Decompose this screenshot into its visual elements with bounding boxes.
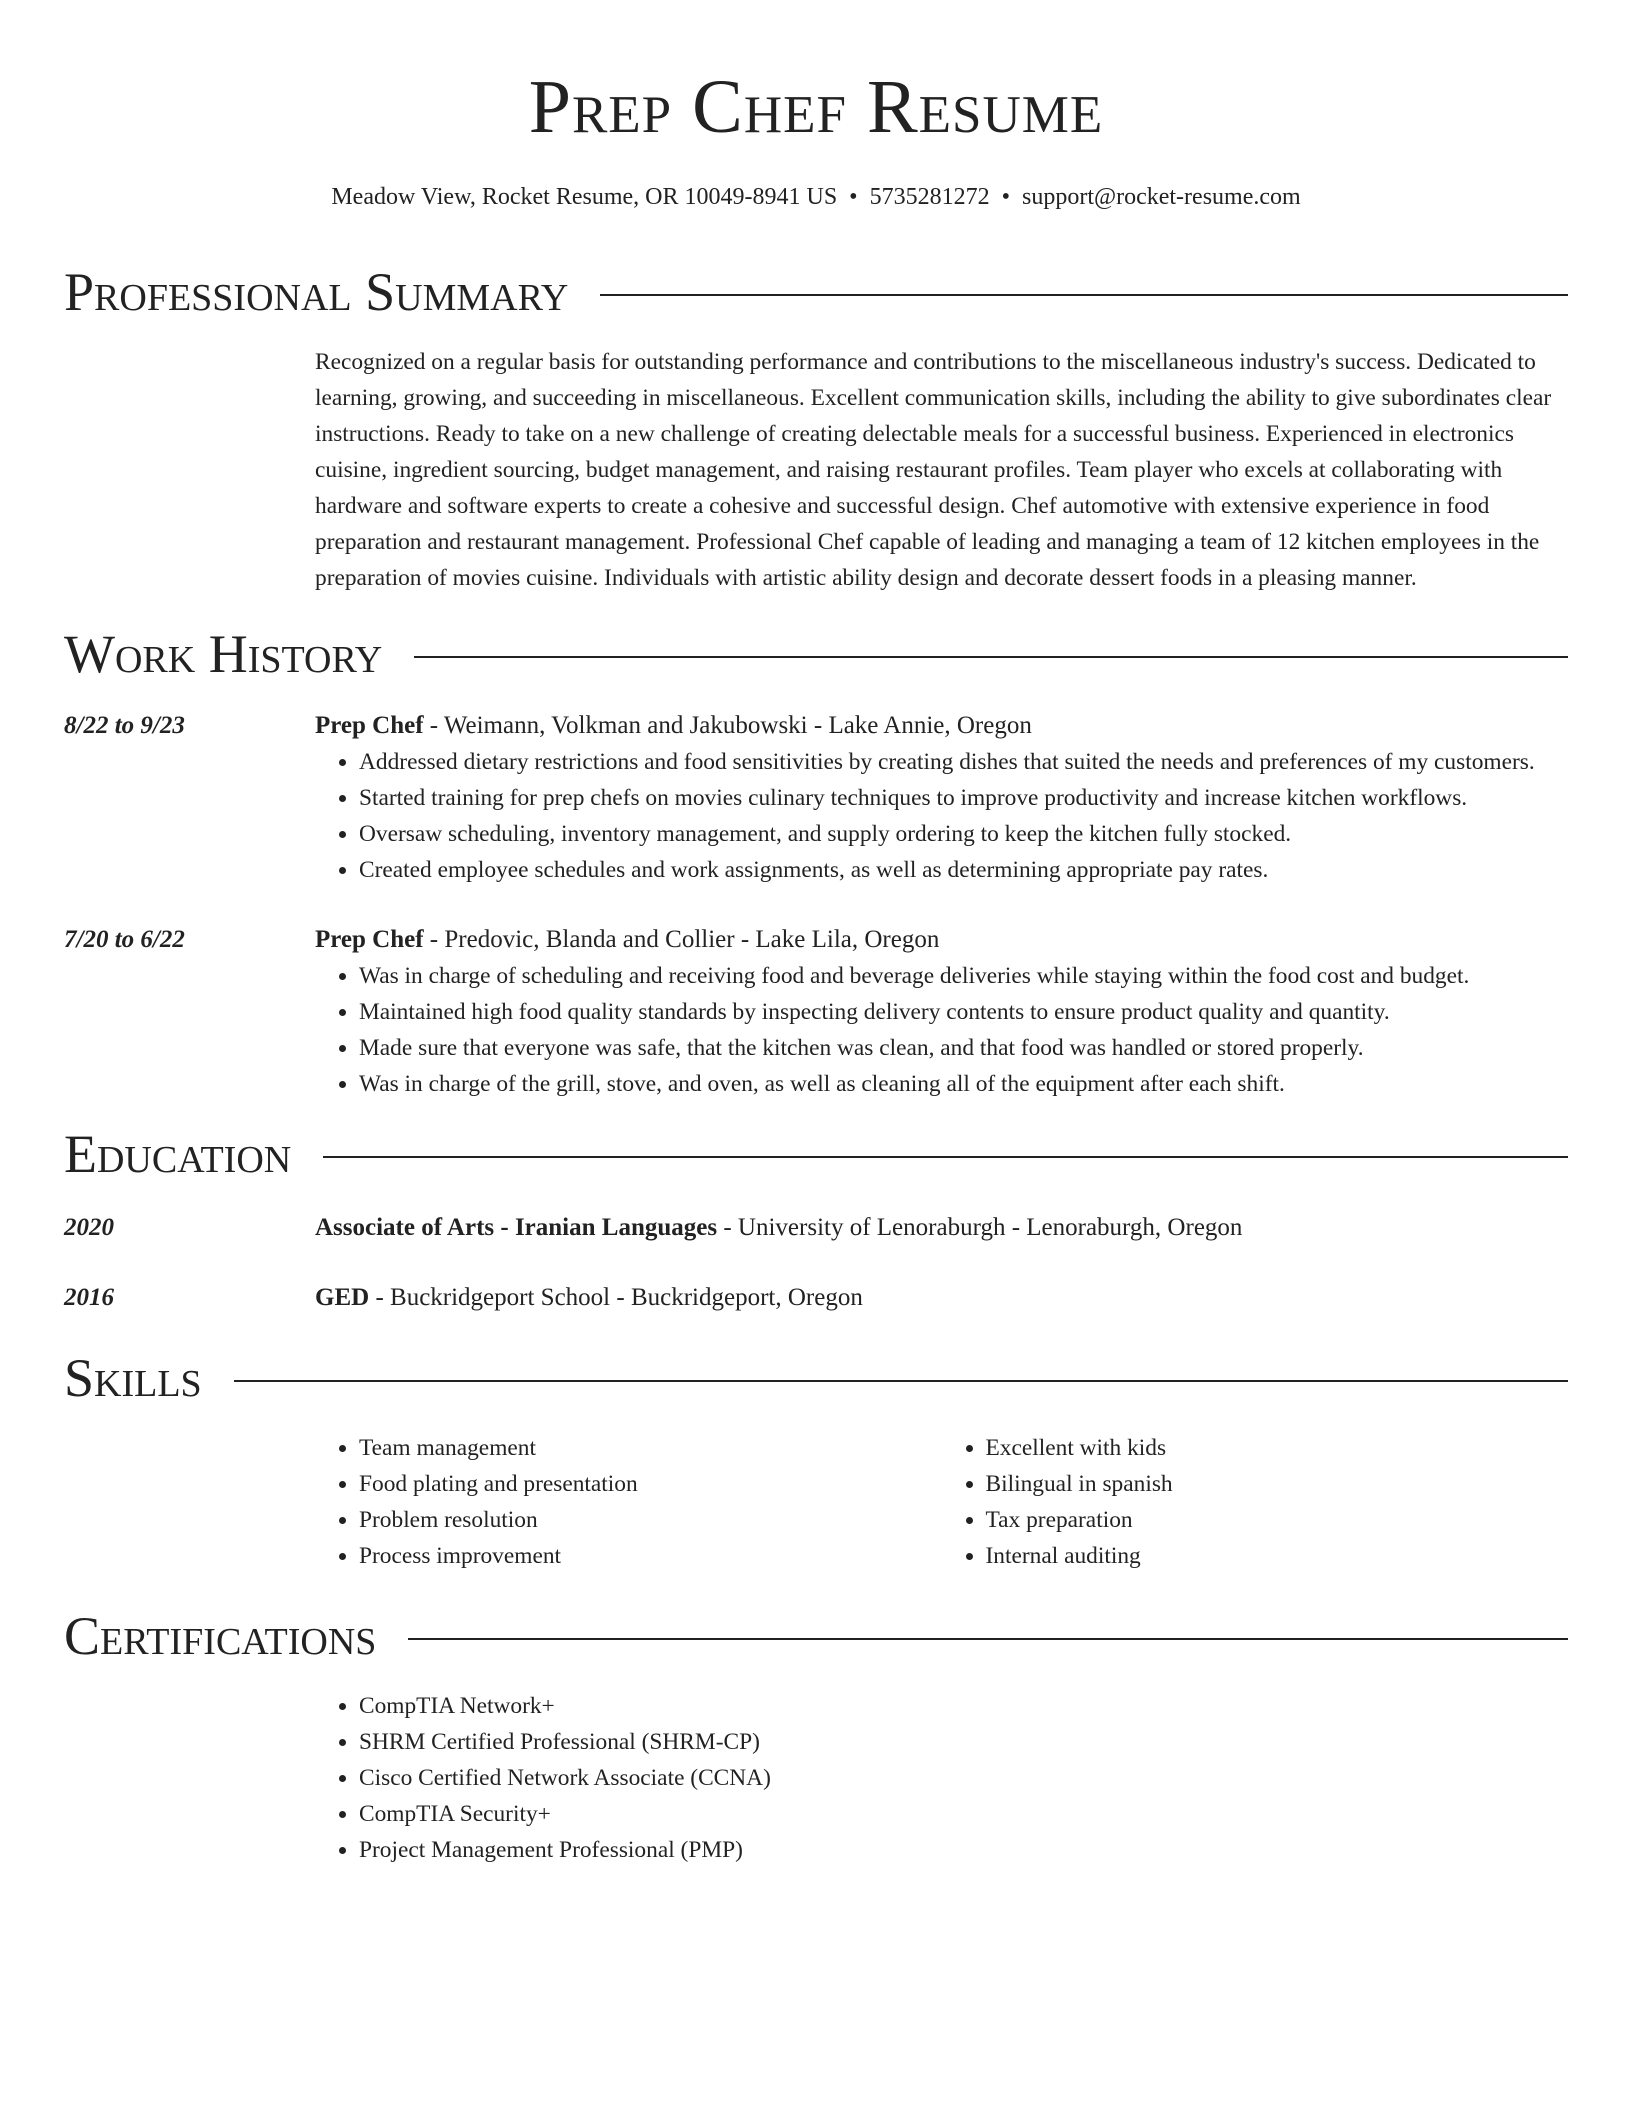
skills-grid [315,1430,1568,1574]
section-title: Education [64,1124,292,1184]
skills-spacer [64,1430,315,1574]
skill-item: • Internal auditing [986,1538,1569,1574]
skill-item: • Excellent with kids [986,1430,1569,1466]
job-heading [315,708,1568,744]
job-bullet: • Maintained high food quality standards by inspecting delivery contents to ensure product quality and quantity. [359,994,1568,1030]
skill-item: • Process improvement [359,1538,942,1574]
job-details: - Weimann, Volkman and Jakubowski - Lake Annie, Oregon [423,712,1032,739]
education-details: - Buckridgeport School - Buckridgeport, Oregon [369,1284,863,1311]
resume-header [64,0,1568,212]
job-bullet: • Created employee schedules and work assignments, as well as determining appropriate pay rates. [359,852,1568,888]
job-role: Prep Chef [315,712,424,739]
education-entry [64,1210,1568,1246]
certification-item: • Cisco Certified Network Associate (CCNA) [359,1760,1568,1796]
section-skills-heading [64,1346,1568,1410]
section-divider [600,294,1568,296]
summary-body [64,344,1568,596]
job-bullet: • Oversaw scheduling, inventory management, and supply ordering to keep the kitchen fully stocked. [359,816,1568,852]
job-bullet: • Was in charge of the grill, stove, and oven, as well as cleaning all of the equipment after each shift. [359,1066,1568,1102]
job-bullet: • Made sure that everyone was safe, that the kitchen was clean, and that food was handled or stored properly. [359,1030,1568,1066]
contact-phone: 5735281272 [869,184,990,210]
contact-address: Meadow View, Rocket Resume, OR 10049-8941 US [331,184,838,210]
job-dates: 7/20 to 6/22 [64,926,185,953]
section-divider [414,656,1568,658]
section-work-heading [64,622,1568,686]
contact-line [64,182,1568,212]
job-bullet: • Addressed dietary restrictions and food sensitivities by creating dishes that suited the needs and preferences of my customers. [359,744,1568,780]
section-divider [323,1156,1568,1158]
summary-spacer [64,344,315,596]
skill-item: • Problem resolution [359,1502,942,1538]
contact-separator: • [1001,184,1010,210]
certification-item: • SHRM Certified Professional (SHRM-CP) [359,1724,1568,1760]
section-title: Certifications [64,1606,377,1666]
education-heading [315,1210,1568,1246]
section-education-heading [64,1122,1568,1186]
certifications-body [64,1688,1568,1868]
section-divider [234,1380,1568,1382]
certifications-list [315,1688,1568,1868]
job-role: Prep Chef [315,926,424,953]
job-details: - Predovic, Blanda and Collier - Lake Lila, Oregon [423,926,940,953]
contact-email[interactable]: support@rocket-resume.com [1021,184,1301,210]
certification-item: • CompTIA Security+ [359,1796,1568,1832]
job-entry [64,922,1568,1102]
certifications-spacer [64,1688,315,1868]
certification-item: • CompTIA Network+ [359,1688,1568,1724]
education-heading [315,1280,1568,1316]
resume-title: Prep Chef Resume [528,65,1104,149]
section-summary-heading [64,260,1568,324]
summary-text: Recognized on a regular basis for outstanding performance and contributions to the miscellaneous industry's success. Dedicated to learning, growing, and succeeding in miscellaneous. Excellent communication skills, including the ability to give subordinates clear instructions. Ready to take on a new challenge of creating delectable meals for a successful business. Experienced in electronics cuisine, ingredient sourcing, budget management, and raising restaurant profiles. Team player who excels at collaborating with hardware and software experts to create a cohesive and successful design. Chef automotive with extensive experience in food preparation and restaurant management. Professional Chef capable of leading and managing a team of 12 kitchen employees in the preparation of movies cuisine. Individuals with artistic ability design and decorate dessert foods in a pleasing manner. [315,349,1552,591]
job-dates: 8/22 to 9/23 [64,712,185,739]
education-degree: GED [315,1284,370,1311]
job-heading [315,922,1568,958]
section-title: Work History [64,624,383,684]
section-title: Professional Summary [64,262,569,322]
job-bullets [315,958,1568,1102]
job-entry [64,708,1568,888]
skills-list-left [315,1430,942,1574]
skill-item: • Bilingual in spanish [986,1466,1569,1502]
section-title: Skills [64,1348,202,1408]
skills-body [64,1430,1568,1574]
job-bullet: • Was in charge of scheduling and receiving food and beverage deliveries while staying within the food cost and budget. [359,958,1568,994]
skill-item: • Team management [359,1430,942,1466]
education-year: 2020 [64,1214,114,1241]
certification-item: • Project Management Professional (PMP) [359,1832,1568,1868]
education-year: 2016 [64,1284,114,1311]
section-divider [408,1638,1568,1640]
section-certifications-heading [64,1604,1568,1668]
contact-separator: • [849,184,858,210]
skill-item: • Tax preparation [986,1502,1569,1538]
education-details: - University of Lenoraburgh - Lenoraburgh, Oregon [717,1214,1243,1241]
skills-list-right [942,1430,1569,1574]
education-entry [64,1280,1568,1316]
skill-item: • Food plating and presentation [359,1466,942,1502]
job-bullets [315,744,1568,888]
job-bullet: • Started training for prep chefs on movies culinary techniques to improve productivity and increase kitchen workflows. [359,780,1568,816]
education-degree: Associate of Arts - Iranian Languages [315,1214,718,1241]
